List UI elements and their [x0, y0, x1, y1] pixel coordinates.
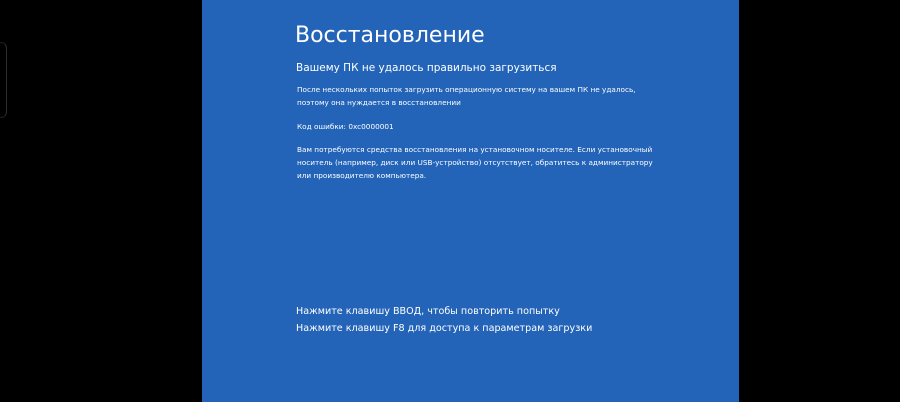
- recovery-subtitle: Вашему ПК не удалось правильно загрузиться: [296, 62, 557, 74]
- error-code: Код ошибки: 0xc0000001: [297, 122, 394, 131]
- device-side-button: [0, 42, 7, 118]
- recovery-media-notice-line-2: носитель (например, диск или USB-устройство) отсутствует, обратитесь к администратору: [297, 158, 653, 167]
- recovery-screen: [202, 0, 739, 402]
- recovery-media-notice: [297, 143, 653, 182]
- page-title: Восстановление: [295, 23, 485, 48]
- failure-description-line-1: После нескольких попыток загрузить операционную систему на вашем ПК не удалось,: [297, 85, 636, 94]
- boot-options-f8-hint[interactable]: Нажмите клавишу F8 для доступа к параметрам загрузки: [296, 323, 593, 334]
- failure-description-line-2: поэтому она нуждается в восстановлении: [297, 98, 461, 107]
- recovery-media-notice-line-1: Вам потребуются средства восстановления на установочном носителе. Если установочный: [297, 145, 653, 154]
- recovery-media-notice-line-3: или производителю компьютера.: [297, 171, 427, 180]
- failure-description: [297, 83, 636, 109]
- retry-enter-hint[interactable]: Нажмите клавишу ВВОД, чтобы повторить попытку: [296, 306, 560, 317]
